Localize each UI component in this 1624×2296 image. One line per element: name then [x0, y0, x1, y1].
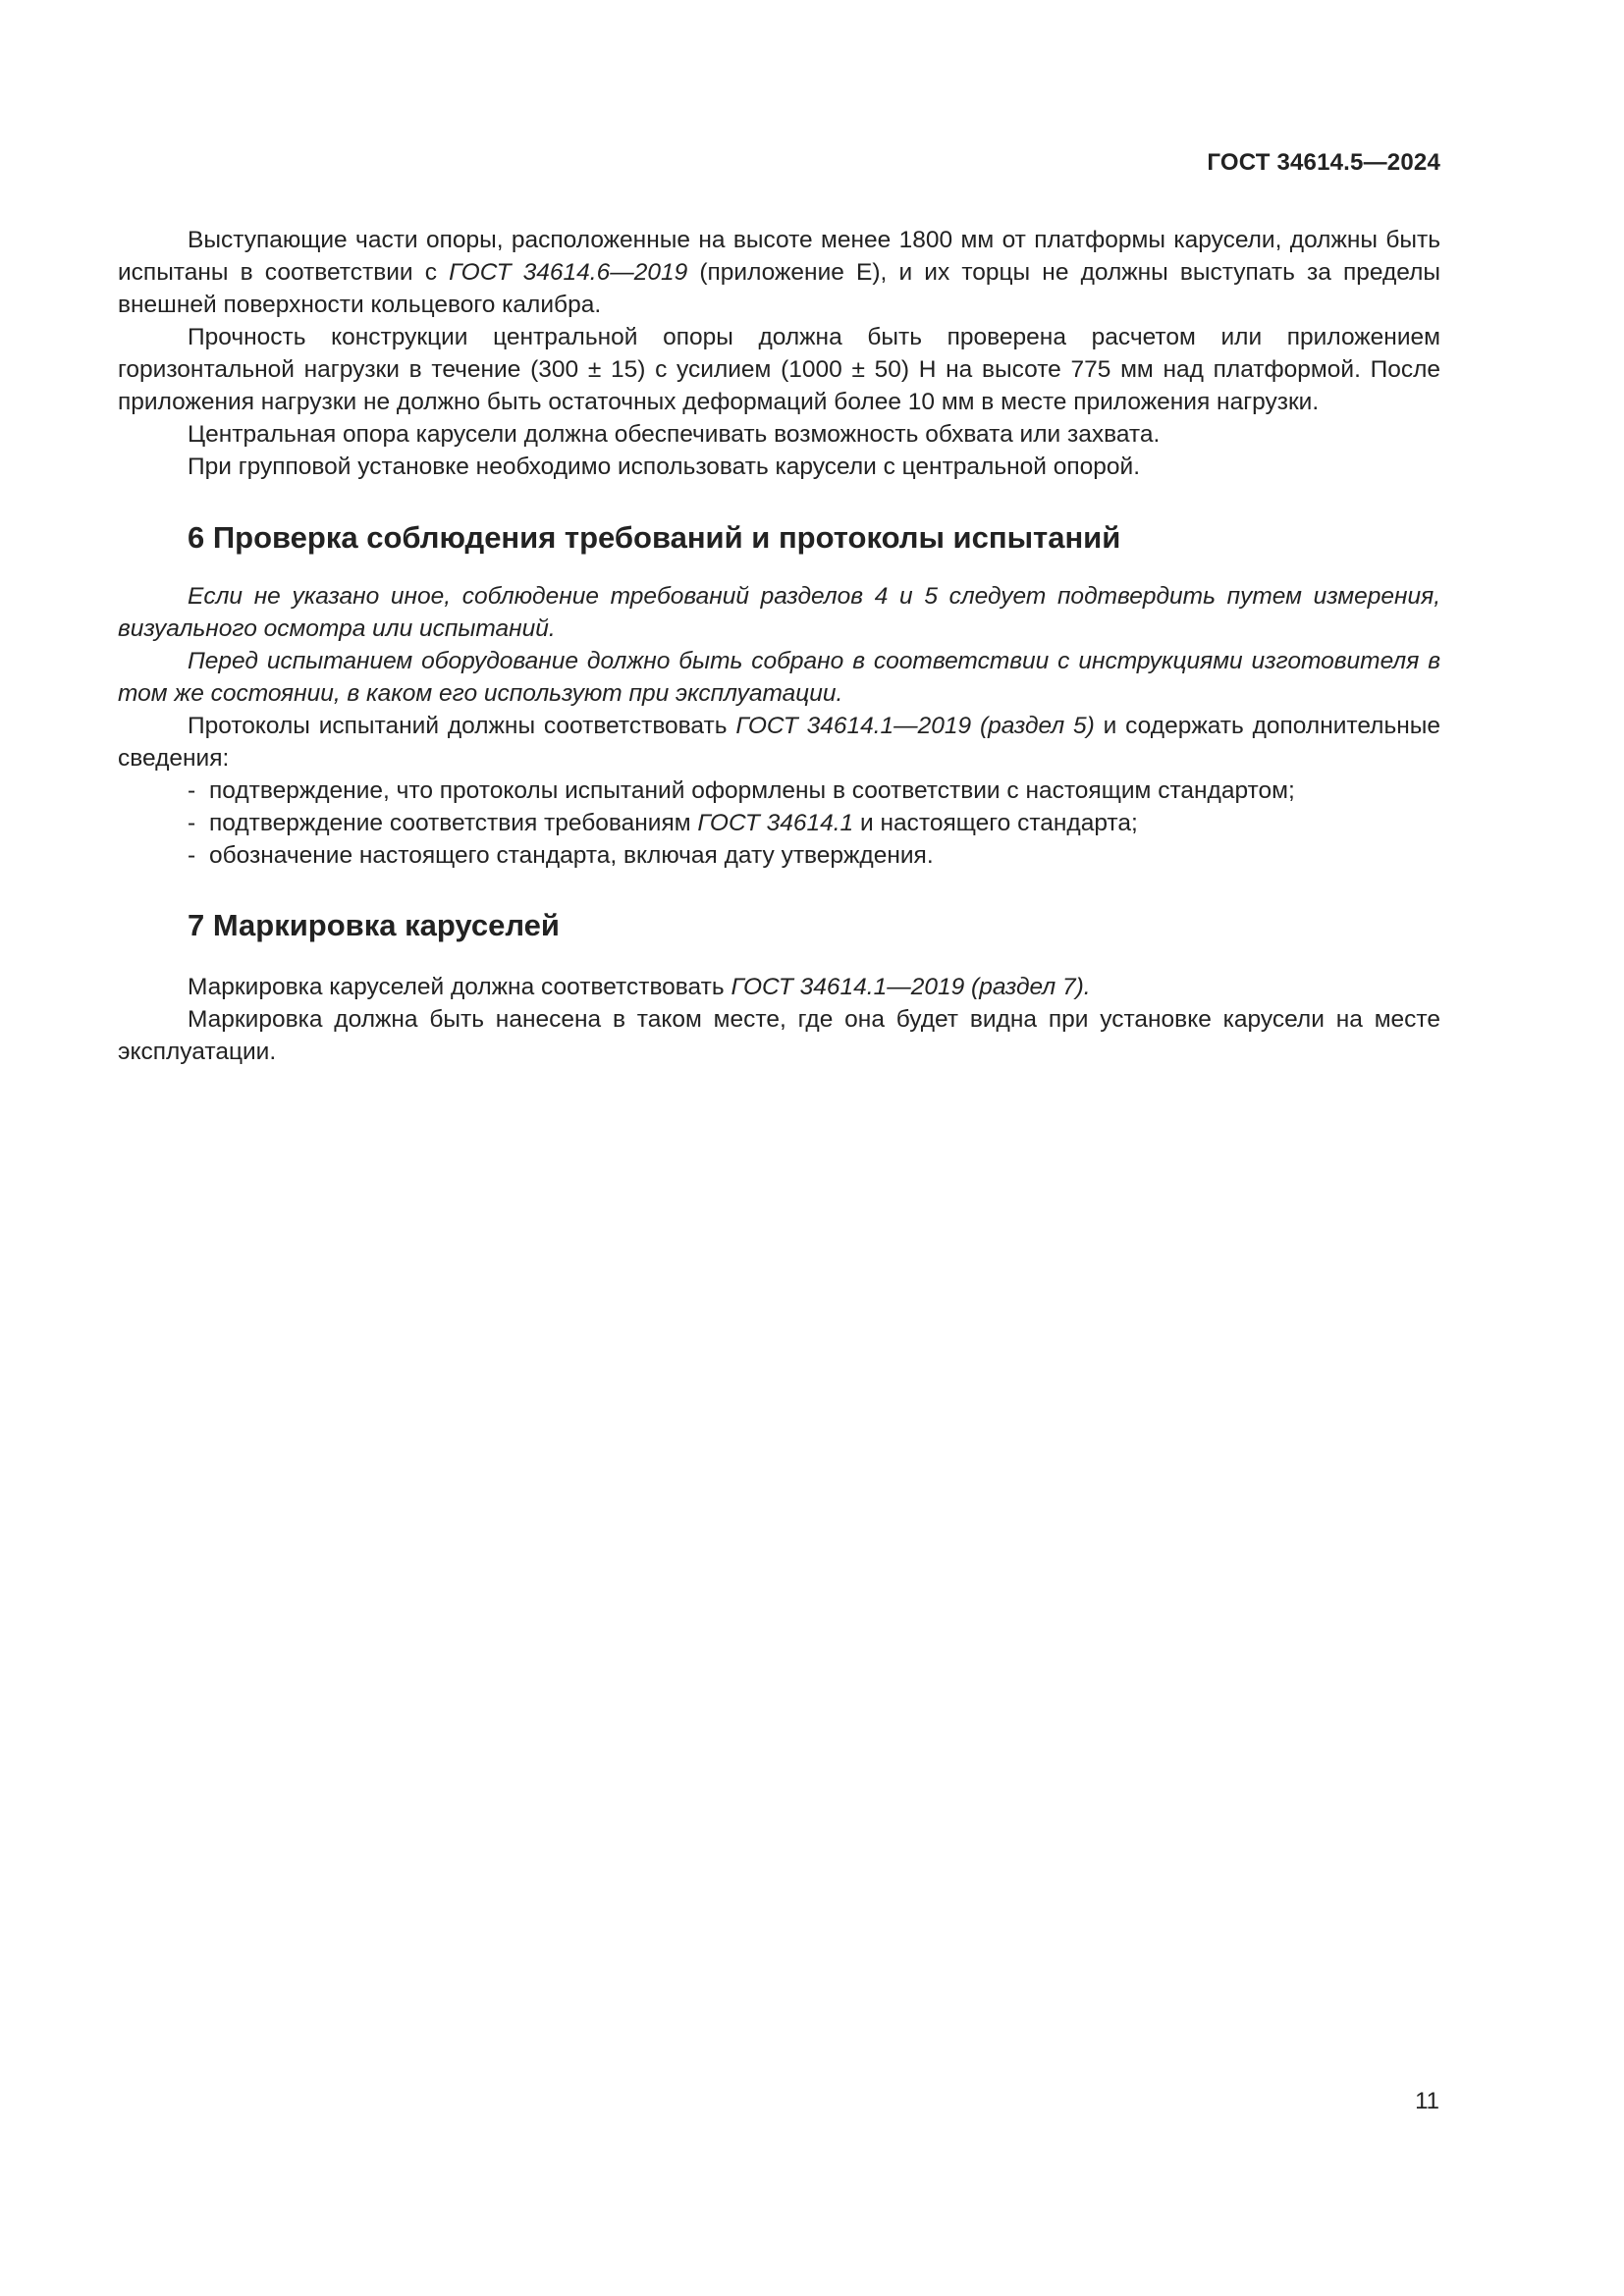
paragraph-verification: Если не указано иное, соблюдение требований разделов 4 и 5 следует подтвердить путем измерения, визуального осмотра или испытаний.: [118, 583, 1440, 642]
list-item: - подтверждение, что протоколы испытаний оформлены в соответствии с настоящим стандартом;: [188, 774, 1440, 807]
page-number: 11: [1415, 2088, 1439, 2114]
standard-reference: ГОСТ 34614.6—2019: [449, 259, 688, 286]
paragraph-test-reports: Протоколы испытаний должны соответствовать ГОСТ 34614.1—2019 (раздел 5) и содержать дополнительные сведения:: [118, 713, 1440, 772]
standard-reference: ГОСТ 34614.1—2019 (раздел 5): [735, 713, 1095, 739]
list-item: - обозначение настоящего стандарта, включая дату утверждения.: [188, 839, 1440, 872]
paragraph-marking-compliance: Маркировка каруселей должна соответствовать ГОСТ 34614.1—2019 (раздел 7).: [188, 974, 1091, 1000]
paragraph-support-strength: Прочность конструкции центральной опоры должна быть проверена расчетом или приложением горизонтальной нагрузки в течение (300 ± 15) с усилием (1000 ± 50) Н на высоте 775 мм над платформой. После приложения нагрузки не должно быть остаточных деформаций более 10 мм в месте приложения нагрузки.: [118, 324, 1440, 415]
section-6-heading: 6 Проверка соблюдения требований и протоколы испытаний: [188, 520, 1121, 555]
document-header: ГОСТ 34614.5—2024: [1207, 149, 1440, 176]
section-7-heading: 7 Маркировка каруселей: [188, 908, 560, 942]
standard-reference: ГОСТ 34614.1: [697, 810, 854, 836]
paragraph-grip-capability: Центральная опора карусели должна обеспечивать возможность обхвата или захвата.: [188, 421, 1161, 448]
page-content: [118, 224, 1440, 1068]
list-item: - подтверждение соответствия требованиям ГОСТ 34614.1 и настоящего стандарта;: [188, 807, 1440, 839]
paragraph-group-installation: При групповой установке необходимо использовать карусели с центральной опорой.: [188, 454, 1141, 480]
report-requirements-list: [118, 774, 1440, 872]
paragraph-protruding-parts: Выступающие части опоры, расположенные на высоте менее 1800 мм от платформы карусели, должны быть испытаны в соответствии с ГОСТ 34614.6—2019 (приложение Е), и их торцы не должны выступать за пределы внешней поверхности кольцевого калибра.: [118, 227, 1440, 318]
paragraph-marking-location: Маркировка должна быть нанесена в таком месте, где она будет видна при установке карусели на месте эксплуатации.: [118, 1006, 1440, 1065]
standard-reference: ГОСТ 34614.1—2019 (раздел 7).: [731, 974, 1091, 1000]
paragraph-assembly-before-test: Перед испытанием оборудование должно быть собрано в соответствии с инструкциями изготовителя в том же состоянии, в каком его используют при эксплуатации.: [118, 648, 1440, 707]
